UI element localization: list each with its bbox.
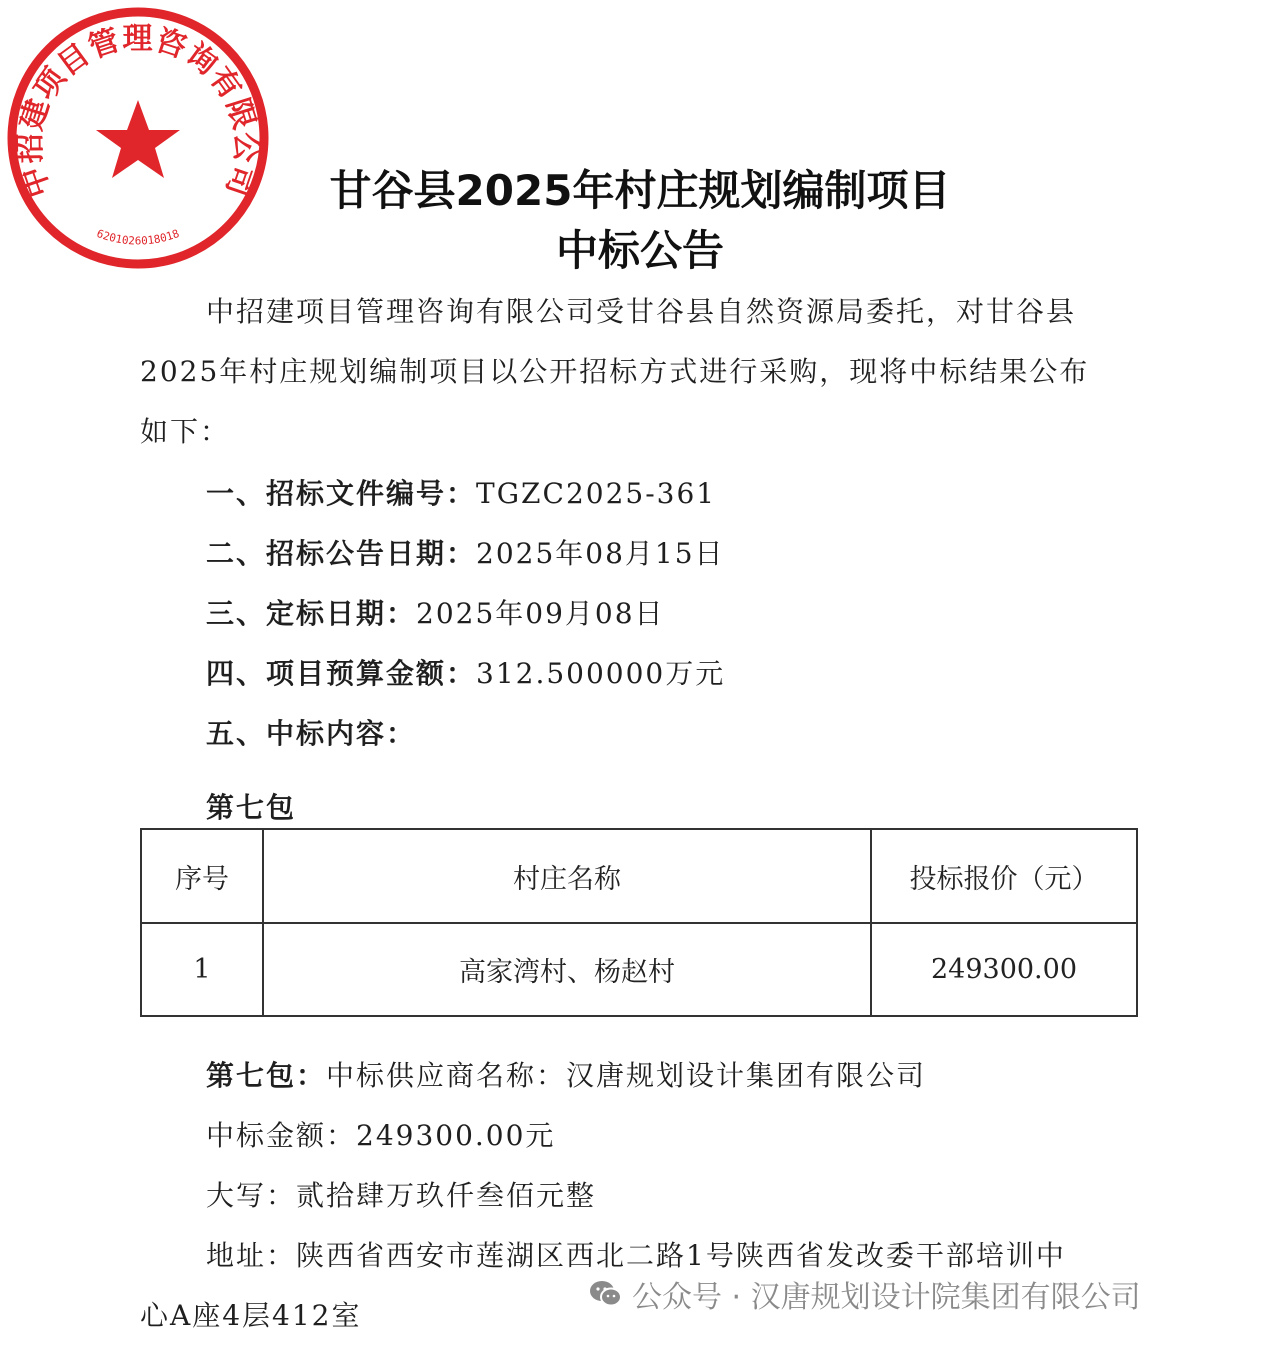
item-value: TGZC2025-361 — [476, 477, 717, 510]
result-amount-words: 大写：贰拾肆万玖仟叁佰元整 — [206, 1179, 597, 1212]
table-header-cell: 序号 — [141, 829, 263, 923]
table-header-cell: 投标报价（元） — [871, 829, 1137, 923]
watermark-text: 公众号 · 汉唐规划设计院集团有限公司 — [632, 1280, 1141, 1315]
table-row — [141, 923, 1137, 1016]
wechat-icon — [588, 1276, 624, 1312]
intro-line-2: 2025年村庄规划编制项目以公开招标方式进行采购，现将中标结果公布 — [140, 355, 1090, 388]
table-cell: 1 — [141, 923, 263, 1016]
item-label: 一、招标文件编号： — [206, 477, 477, 510]
item-award-date — [206, 592, 665, 632]
result-address-line-2: 心A座4层412室 — [140, 1299, 362, 1332]
watermark — [588, 1272, 1141, 1316]
result-package-label: 第七包： — [206, 1059, 327, 1092]
result-supplier — [206, 1054, 926, 1094]
intro-line-3: 如下： — [140, 415, 231, 448]
item-value: 2025年09月08日 — [416, 597, 665, 630]
item-bid-number — [206, 472, 716, 512]
page-subtitle: 中标公告 — [555, 226, 724, 275]
table-header-cell: 村庄名称 — [263, 829, 871, 923]
seal-code-text: 6201026018018 — [94, 226, 182, 248]
seal-company-text: 中招建项目管理咨询有限公司 — [12, 21, 264, 202]
result-address-line-1: 地址：陕西省西安市莲湖区西北二路1号陕西省发改委干部培训中 — [206, 1239, 1066, 1272]
item-budget — [206, 652, 725, 692]
table-header-row — [141, 829, 1137, 923]
package-title: 第七包 — [206, 791, 297, 824]
award-table — [140, 828, 1138, 1017]
item-label: 三、定标日期： — [206, 597, 417, 630]
page-title: 甘谷县2025年村庄规划编制项目 — [329, 166, 951, 215]
intro-line-1: 中招建项目管理咨询有限公司受甘谷县自然资源局委托，对甘谷县 — [206, 295, 1077, 328]
item-notice-date — [206, 532, 725, 572]
table-cell: 249300.00 — [871, 923, 1137, 1016]
item-label: 二、招标公告日期： — [206, 537, 477, 570]
result-supplier-value: 中标供应商名称：汉唐规划设计集团有限公司 — [326, 1059, 927, 1092]
item-value: 312.500000万元 — [476, 657, 726, 690]
item-label: 五、中标内容： — [206, 717, 417, 750]
item-label: 四、项目预算金额： — [206, 657, 477, 690]
item-award-content — [206, 712, 416, 752]
table-cell: 高家湾村、杨赵村 — [263, 923, 871, 1016]
result-amount: 中标金额：249300.00元 — [206, 1119, 556, 1152]
item-value: 2025年08月15日 — [476, 537, 725, 570]
